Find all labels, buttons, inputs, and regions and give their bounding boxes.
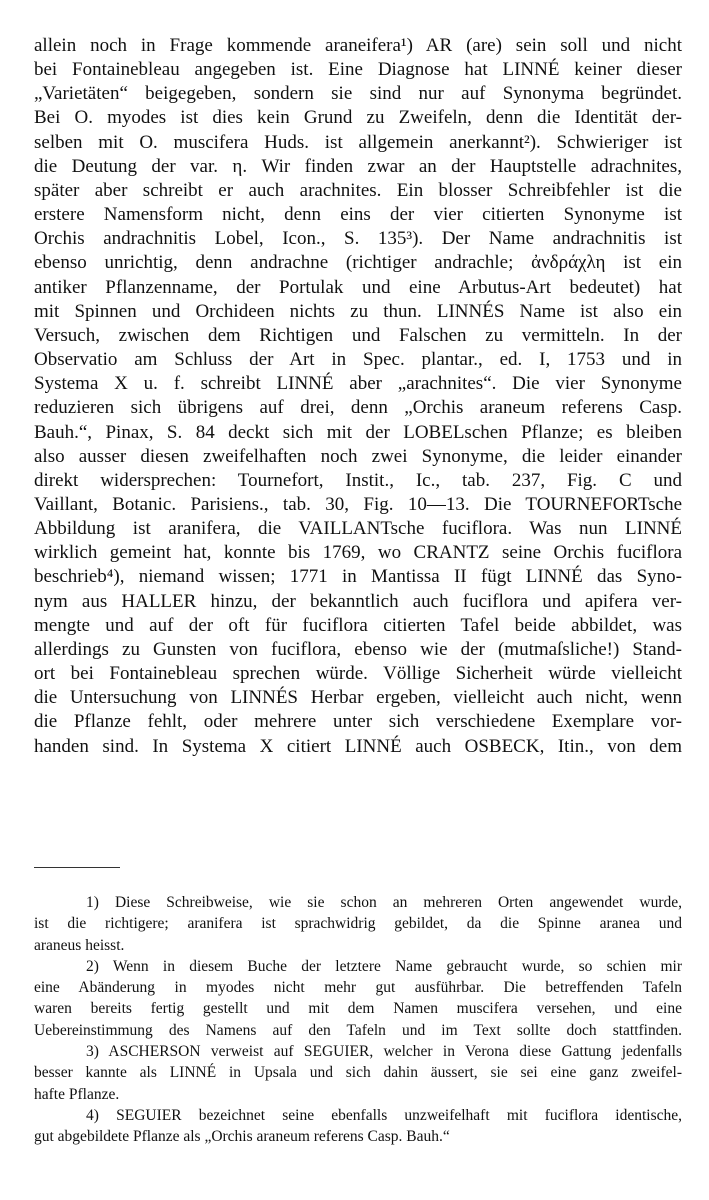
text-line: die Untersuchung von LINNÉS Herbar ergeben, vielleicht auch nicht, wenn xyxy=(34,687,682,709)
text-line: mit Spinnen und Orchideen nichts zu thun. LINNÉS Name ist also ein xyxy=(34,300,682,322)
text-line: allerdings zu Gunsten von fuciflora, ebenso wie der (mutmaſsliche!) Stand- xyxy=(34,638,682,660)
footnote-3 xyxy=(34,1041,682,1105)
text-line: mengte und auf der oft für fuciflora citierten Tafel beide abbildet, was xyxy=(34,614,682,636)
text-line: also ausser diesen zweifelhaften noch zwei Synonyme, die leider einander xyxy=(34,445,682,467)
text-line: Abbildung ist aranifera, die VAILLANTsche fuciflora. Was nun LINNÉ xyxy=(34,518,682,540)
main-text xyxy=(34,34,682,759)
footnote-1 xyxy=(34,892,682,956)
text-line: ebenso unrichtig, denn andrachne (richtiger andrachle; ἀνδράχλη ist ein xyxy=(34,252,682,274)
text-line: Bauh.“, Pinax, S. 84 deckt sich mit der LOBELschen Pflanze; es bleiben xyxy=(34,421,682,443)
footnote-divider xyxy=(34,867,120,868)
text-line: ort bei Fontainebleau sprechen würde. Völlige Sicherheit würde vielleicht xyxy=(34,663,682,685)
footnote-line: eine Abänderung in myodes nicht mehr gut ausführbar. Die betreffenden Tafeln xyxy=(34,979,682,997)
footnote-2 xyxy=(34,956,682,1041)
text-line: später aber schreibt er auch arachnites. Ein blosser Schreibfehler ist die xyxy=(34,179,682,201)
footnote-line: waren bereits fertig gestellt und mit dem Namen muscifera versehen, und eine xyxy=(34,1000,682,1018)
footnote-line: 3) ASCHERSON verweist auf SEGUIER, welcher in Verona diese Gattung jedenfalls xyxy=(86,1043,682,1061)
text-line: bei Fontainebleau angegeben ist. Eine Diagnose hat LINNÉ keiner dieser xyxy=(34,59,682,81)
text-line: „Varietäten“ beigegeben, sondern sie sind nur auf Synonyma begründet. xyxy=(34,83,682,105)
text-line: beschrieb⁴), niemand wissen; 1771 in Mantissa II fügt LINNÉ das Syno- xyxy=(34,566,682,588)
text-line: reduzieren sich übrigens auf drei, denn „Orchis araneum referens Casp. xyxy=(34,397,682,419)
footnote-line: gut abgebildete Pflanze als „Orchis araneum referens Casp. Bauh.“ xyxy=(34,1128,450,1146)
text-line: erstere Namensform nicht, denn eins der vier citierten Synonyme ist xyxy=(34,204,682,226)
text-line: Versuch, zwischen dem Richtigen und Falschen zu vermitteln. In der xyxy=(34,324,682,346)
footnote-line: 1) Diese Schreibweise, wie sie schon an mehreren Orten angewendet wurde, xyxy=(86,894,682,911)
text-line: antiker Pflanzenname, der Portulak und eine Arbutus-Art bedeutet) hat xyxy=(34,276,682,298)
text-line: Vaillant, Botanic. Parisiens., tab. 30, Fig. 10—13. Die TOURNEFORTsche xyxy=(34,493,682,515)
footnote-line: 2) Wenn in diesem Buche der letztere Name gebraucht wurde, so schien mir xyxy=(86,957,682,975)
footnote-line: Uebereinstimmung des Namens auf den Tafeln und im Text sollte doch stattfinden. xyxy=(34,1021,682,1039)
footnote-line: ist die richtigere; aranifera ist sprachwidrig gebildet, da die Spinne aranea und xyxy=(34,915,682,933)
footnote-line: hafte Pflanze. xyxy=(34,1085,120,1103)
footnote-4 xyxy=(34,1105,682,1148)
text-line: Orchis andrachnitis Lobel, Icon., S. 135³). Der Name andrachnitis ist xyxy=(34,228,682,250)
footnote-line: 4) SEGUIER bezeichnet seine ebenfalls unzweifelhaft mit fuciflora identische, xyxy=(86,1106,682,1124)
text-line: die Pflanze fehlt, oder mehrere unter sich verschiedene Exemplare vor- xyxy=(34,711,682,733)
text-line: die Deutung der var. η. Wir finden zwar an der Hauptstelle adrachnites, xyxy=(34,155,682,177)
text-line: direkt widersprechen: Tournefort, Instit., Ic., tab. 237, Fig. C und xyxy=(34,469,682,491)
text-line: selben mit O. muscifera Huds. ist allgemein anerkannt²). Schwieriger ist xyxy=(34,131,682,153)
text-line: handen sind. In Systema X citiert LINNÉ auch OSBECK, Itin., von dem xyxy=(34,735,682,757)
text-line: allein noch in Frage kommende araneifera¹) AR (are) sein soll und nicht xyxy=(34,35,682,56)
footnote-line: araneus heisst. xyxy=(34,936,125,954)
text-line: nym aus HALLER hinzu, der bekanntlich auch fuciflora und apifera ver- xyxy=(34,590,682,612)
text-line: Bei O. myodes ist dies kein Grund zu Zweifeln, denn die Identität der- xyxy=(34,107,682,129)
text-line: Systema X u. f. schreibt LINNÉ aber „arachnites“. Die vier Synonyme xyxy=(34,373,682,395)
footnotes xyxy=(34,892,682,1148)
text-line: wirklich gemeint hat, konnte bis 1769, wo CRANTZ seine Orchis fuciflora xyxy=(34,542,682,564)
footnote-line: besser kannte als LINNÉ in Upsala und sich dahin äussert, sie sei eine ganz zweifel- xyxy=(34,1064,682,1082)
text-line: Observatio am Schluss der Art in Spec. plantar., ed. I, 1753 und in xyxy=(34,349,682,371)
